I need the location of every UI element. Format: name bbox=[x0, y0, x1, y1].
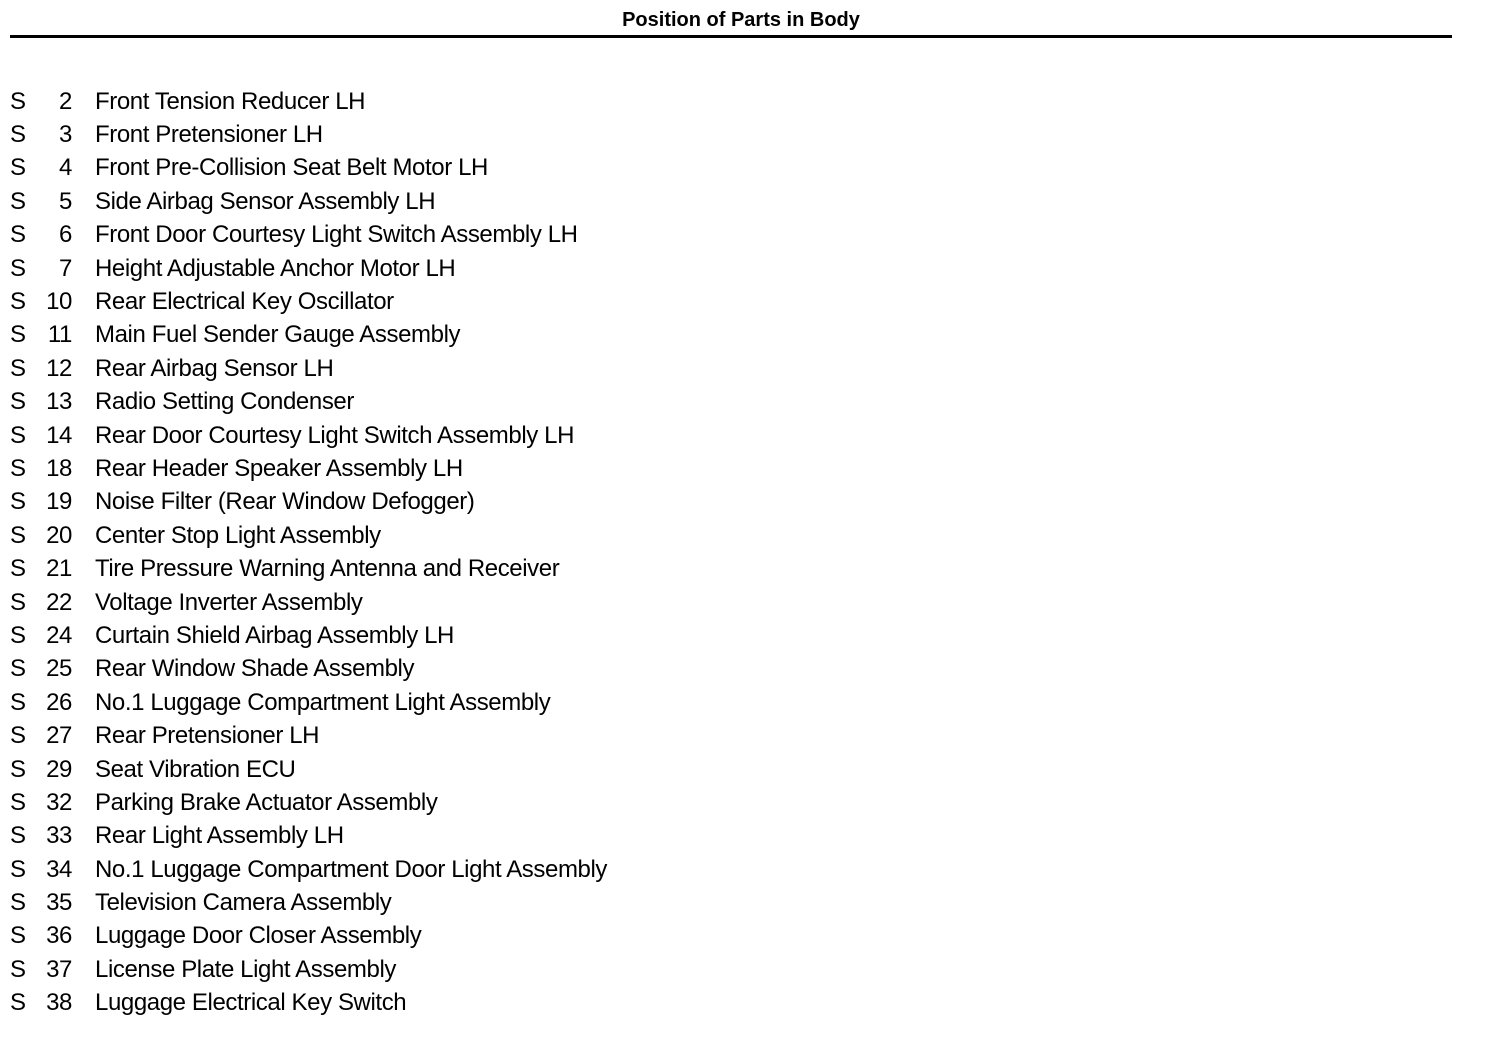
part-name: Rear Header Speaker Assembly LH bbox=[95, 454, 463, 482]
part-name: Parking Brake Actuator Assembly bbox=[95, 788, 438, 816]
part-prefix: S bbox=[10, 889, 26, 917]
part-prefix: S bbox=[10, 488, 26, 516]
parts-row bbox=[10, 185, 607, 218]
part-number: 7 bbox=[59, 254, 72, 282]
parts-list bbox=[10, 85, 607, 1020]
part-name: Rear Pretensioner LH bbox=[95, 722, 320, 750]
part-prefix: S bbox=[10, 154, 26, 182]
parts-row bbox=[10, 452, 607, 485]
part-prefix: S bbox=[10, 521, 26, 549]
parts-row bbox=[10, 352, 607, 385]
part-name: Front Pre-Collision Seat Belt Motor LH bbox=[95, 154, 488, 182]
part-name: Center Stop Light Assembly bbox=[95, 521, 381, 549]
part-prefix: S bbox=[10, 354, 26, 382]
parts-row bbox=[10, 319, 607, 352]
part-prefix: S bbox=[10, 989, 26, 1017]
part-prefix: S bbox=[10, 955, 26, 983]
part-prefix: S bbox=[10, 254, 26, 282]
part-number: 26 bbox=[46, 688, 72, 716]
part-number: 4 bbox=[59, 154, 72, 182]
part-number: 25 bbox=[46, 655, 72, 683]
parts-row bbox=[10, 152, 607, 185]
part-number: 11 bbox=[47, 321, 72, 349]
parts-row bbox=[10, 586, 607, 619]
part-number: 22 bbox=[46, 588, 72, 616]
parts-row bbox=[10, 853, 607, 886]
parts-row bbox=[10, 552, 607, 585]
page-header bbox=[10, 0, 1452, 38]
part-number: 29 bbox=[46, 755, 72, 783]
part-prefix: S bbox=[10, 87, 26, 115]
part-number: 13 bbox=[46, 388, 72, 416]
part-number: 21 bbox=[46, 555, 72, 583]
part-name: Luggage Electrical Key Switch bbox=[95, 989, 407, 1017]
part-number: 2 bbox=[59, 87, 72, 115]
part-prefix: S bbox=[10, 221, 26, 249]
parts-row bbox=[10, 920, 607, 953]
part-number: 12 bbox=[46, 354, 72, 382]
part-name: Rear Light Assembly LH bbox=[95, 822, 344, 850]
part-prefix: S bbox=[10, 788, 26, 816]
part-number: 6 bbox=[59, 221, 72, 249]
part-prefix: S bbox=[10, 621, 26, 649]
parts-row bbox=[10, 118, 607, 151]
part-name: Tire Pressure Warning Antenna and Receiver bbox=[95, 555, 560, 583]
part-name: Height Adjustable Anchor Motor LH bbox=[95, 254, 456, 282]
part-prefix: S bbox=[10, 755, 26, 783]
parts-row bbox=[10, 653, 607, 686]
part-name: License Plate Light Assembly bbox=[95, 955, 396, 983]
part-name: Front Tension Reducer LH bbox=[95, 87, 366, 115]
part-name: Television Camera Assembly bbox=[95, 889, 392, 917]
part-prefix: S bbox=[10, 855, 26, 883]
part-number: 3 bbox=[59, 121, 72, 149]
part-name: Seat Vibration ECU bbox=[95, 755, 296, 783]
part-name: Rear Window Shade Assembly bbox=[95, 655, 415, 683]
part-name: No.1 Luggage Compartment Door Light Assembly bbox=[95, 855, 608, 883]
part-name: Main Fuel Sender Gauge Assembly bbox=[95, 321, 461, 349]
parts-row bbox=[10, 285, 607, 318]
part-number: 35 bbox=[46, 889, 72, 917]
parts-row bbox=[10, 820, 607, 853]
part-prefix: S bbox=[10, 121, 26, 149]
part-name: Rear Airbag Sensor LH bbox=[95, 354, 334, 382]
parts-row bbox=[10, 886, 607, 919]
part-name: Voltage Inverter Assembly bbox=[95, 588, 363, 616]
part-name: Rear Door Courtesy Light Switch Assembly LH bbox=[95, 421, 574, 449]
part-number: 19 bbox=[46, 488, 72, 516]
page-title: Position of Parts in Body bbox=[622, 9, 860, 31]
part-name: Noise Filter (Rear Window Defogger) bbox=[95, 488, 475, 516]
part-prefix: S bbox=[10, 588, 26, 616]
part-name: Curtain Shield Airbag Assembly LH bbox=[95, 621, 454, 649]
part-number: 33 bbox=[46, 822, 72, 850]
part-prefix: S bbox=[10, 655, 26, 683]
parts-row bbox=[10, 953, 607, 986]
parts-row bbox=[10, 419, 607, 452]
part-number: 24 bbox=[46, 621, 72, 649]
part-number: 18 bbox=[46, 454, 72, 482]
part-number: 36 bbox=[46, 922, 72, 950]
parts-row bbox=[10, 486, 607, 519]
part-prefix: S bbox=[10, 288, 26, 316]
part-name: Luggage Door Closer Assembly bbox=[95, 922, 422, 950]
part-number: 27 bbox=[46, 722, 72, 750]
parts-row bbox=[10, 786, 607, 819]
part-number: 32 bbox=[46, 788, 72, 816]
parts-row bbox=[10, 85, 607, 118]
part-prefix: S bbox=[10, 388, 26, 416]
part-number: 14 bbox=[46, 421, 72, 449]
part-name: Rear Electrical Key Oscillator bbox=[95, 288, 394, 316]
part-name: No.1 Luggage Compartment Light Assembly bbox=[95, 688, 551, 716]
parts-row bbox=[10, 987, 607, 1020]
part-prefix: S bbox=[10, 688, 26, 716]
parts-row bbox=[10, 219, 607, 252]
part-number: 20 bbox=[46, 521, 72, 549]
part-number: 38 bbox=[46, 989, 72, 1017]
part-name: Front Pretensioner LH bbox=[95, 121, 323, 149]
parts-row bbox=[10, 386, 607, 419]
parts-row bbox=[10, 252, 607, 285]
part-number: 10 bbox=[46, 288, 72, 316]
part-number: 5 bbox=[59, 187, 72, 215]
part-prefix: S bbox=[10, 822, 26, 850]
part-number: 34 bbox=[46, 855, 72, 883]
parts-row bbox=[10, 719, 607, 752]
parts-row bbox=[10, 519, 607, 552]
parts-row bbox=[10, 619, 607, 652]
part-prefix: S bbox=[10, 555, 26, 583]
part-name: Radio Setting Condenser bbox=[95, 388, 354, 416]
part-prefix: S bbox=[10, 421, 26, 449]
parts-row bbox=[10, 753, 607, 786]
part-prefix: S bbox=[10, 187, 26, 215]
part-name: Front Door Courtesy Light Switch Assembly LH bbox=[95, 221, 578, 249]
parts-row bbox=[10, 686, 607, 719]
part-prefix: S bbox=[10, 454, 26, 482]
part-prefix: S bbox=[10, 722, 26, 750]
part-prefix: S bbox=[10, 321, 26, 349]
part-name: Side Airbag Sensor Assembly LH bbox=[95, 187, 436, 215]
part-number: 37 bbox=[46, 955, 72, 983]
part-prefix: S bbox=[10, 922, 26, 950]
